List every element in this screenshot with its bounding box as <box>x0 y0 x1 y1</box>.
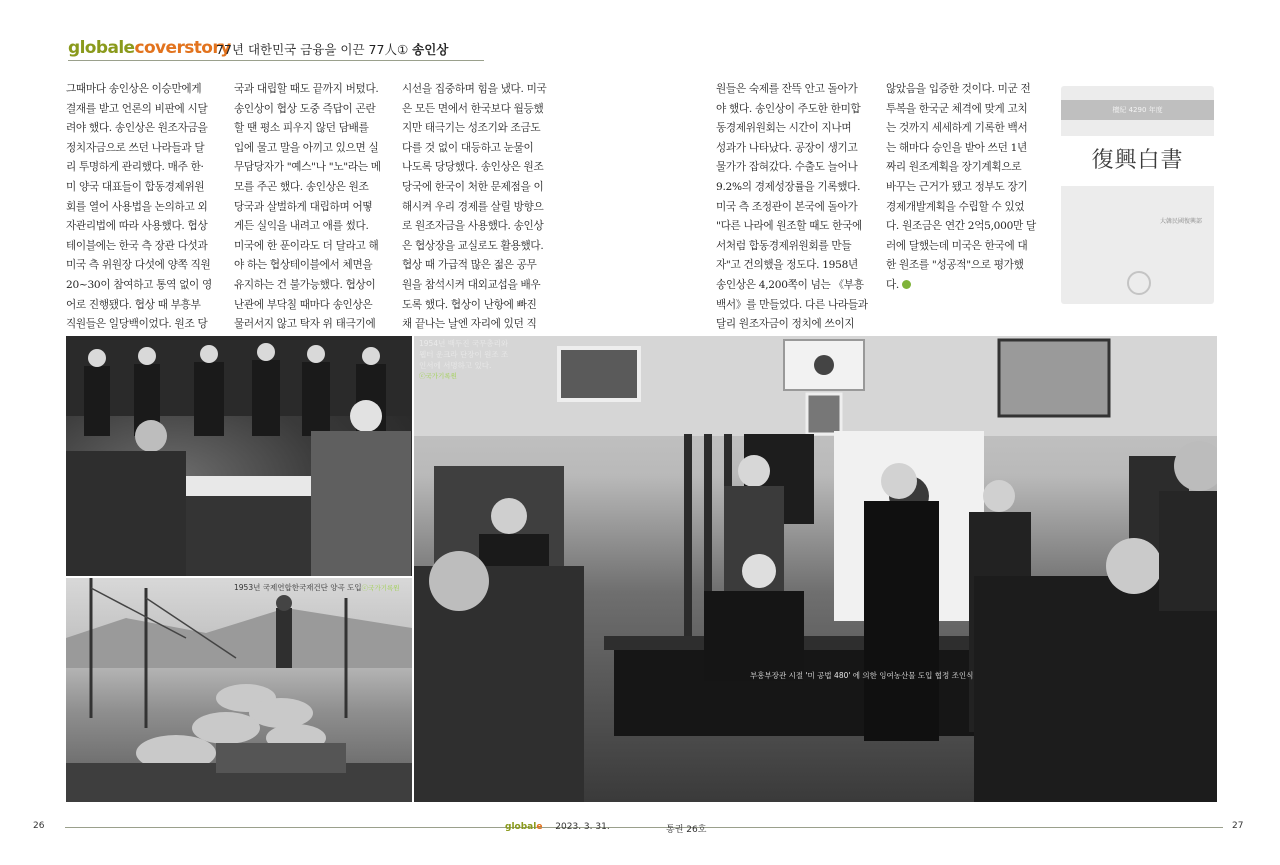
caption-1953 <box>234 582 400 594</box>
caption-1953-credit: ⓒ국가기록원 <box>361 584 400 592</box>
caption-1954-credit: ⓒ국가기록원 <box>419 372 457 380</box>
text-line: 어로 진행됐다. 협상 때 부흥부 <box>66 298 201 311</box>
text-line: 자"고 건의했을 정도다. 1958년 <box>716 259 858 272</box>
text-line: 야 했다. 송인상이 주도한 한미합 <box>716 102 861 115</box>
photo-1953-grain <box>66 578 412 802</box>
text-line: 테이블에는 한국 측 장관 다섯과 <box>66 239 208 252</box>
text-line-end: 다. <box>886 278 900 291</box>
cover-title-band <box>1061 136 1214 186</box>
book-cover-image <box>1061 86 1214 304</box>
caption-1954-line: 인서에 서명하고 있다. <box>419 361 492 370</box>
cover-emblem-icon <box>1127 271 1151 295</box>
caption-main: 부흥부장관 시절 '미 공법 480' 에 의한 잉여농산물 도입 협정 조인식 <box>750 671 974 680</box>
text-line: 시선을 집중하며 힘을 냈다. 미국 <box>402 83 547 95</box>
cover-year-label: 檀紀 4290 年度 <box>1112 106 1163 114</box>
text-line: 은 협상장을 교실로도 활용했다. <box>402 239 544 252</box>
text-line: 경제개발계획을 수립할 수 있었 <box>886 200 1025 213</box>
text-line: 원을 참석시켜 대외교섭을 배우 <box>402 278 541 291</box>
text-line: 회를 열어 사용법을 논의하고 외 <box>66 200 208 213</box>
ceremony-scene-graphic <box>414 336 1217 802</box>
text-line: 는 해마다 승인을 받아 쓰던 1년 <box>886 141 1027 154</box>
text-line: 유지하는 건 불가능했다. 협상이 <box>234 278 376 291</box>
text-line: 미국 측 조정관이 본국에 돌아가 <box>716 200 858 213</box>
text-line: 지만 태극기는 성조기와 조금도 <box>402 122 541 135</box>
text-line: 러에 달했는데 미국은 한국에 대 <box>886 239 1028 252</box>
end-mark-icon <box>902 280 911 289</box>
text-line: 려야 했다. 송인상은 원조자금을 <box>66 122 208 135</box>
text-line: 동경제위원회는 시간이 지나며 <box>716 122 852 135</box>
text-line: 은 모든 면에서 한국보다 월등했 <box>402 102 544 115</box>
photo-1954-signing <box>66 336 412 576</box>
footer-rule <box>65 827 1223 828</box>
text-line: 나도록 당당했다. 송인상은 원조 <box>402 161 544 174</box>
caption-1953-text: 1953년 국제연합한국재건단 양곡 도입 <box>234 583 362 592</box>
text-line: 로 원조자금을 사용했다. 송인상 <box>402 220 544 233</box>
text-line: 난관에 부닥칠 때마다 송인상은 <box>234 298 373 311</box>
text-line: 한 원조를 "성공적"으로 평가했 <box>886 259 1024 272</box>
cover-band <box>1061 100 1214 120</box>
text-line: 물러서지 않고 탁자 위 태극기에 <box>234 318 376 331</box>
person-name: 송인상 <box>412 42 449 57</box>
brand-coverstory: coverstory <box>134 38 231 58</box>
text-line: 그때마다 송인상은 이승만에게 <box>66 83 202 95</box>
text-column-3 <box>402 80 566 335</box>
text-line: 도록 했다. 협상이 난항에 빠진 <box>402 298 537 311</box>
footer-date: 2023. 3. 31. <box>555 822 610 832</box>
cover-publisher: 大韓民國復興部 <box>1159 218 1202 225</box>
text-line: 바꾸는 근거가 됐고 정부도 장기 <box>886 180 1028 193</box>
text-line: 직원들은 일당백이었다. 원조 당 <box>66 318 208 331</box>
caption-1954-line: 1954년 백두진 국무총리와 <box>419 339 509 348</box>
text-line: 미국에 한 푼이라도 더 달라고 해 <box>234 239 379 252</box>
page-number-right: 27 <box>1232 821 1244 831</box>
text-line <box>886 276 1046 296</box>
text-line: 할 땐 평소 피우지 않던 담배를 <box>234 122 369 135</box>
text-line: 다. 원조금은 연간 2억5,000만 달 <box>886 220 1036 233</box>
page-number-left: 26 <box>33 821 45 831</box>
header <box>68 38 484 61</box>
signing-scene-graphic <box>66 336 412 576</box>
text-line: 백서》를 만들었다. 다른 나라들과 <box>716 298 868 311</box>
text-line: 결재를 받고 언론의 비판에 시달 <box>66 102 208 115</box>
text-line: 송인상은 4,200쪽이 넘는 《부흥 <box>716 278 864 291</box>
text-line: 는 것까지 세세하게 기록한 백서 <box>886 122 1028 135</box>
text-line: 당국에 한국이 처한 문제점을 이 <box>402 180 544 193</box>
text-line: 투복을 한국군 체격에 맞게 고치 <box>886 102 1028 115</box>
footer-publication <box>505 822 610 832</box>
text-line: 송인상이 협상 도중 즉답이 곤란 <box>234 102 376 115</box>
text-column-2 <box>234 80 394 335</box>
text-line: 물가가 잡혀갔다. 수출도 늘어나 <box>716 161 858 174</box>
cover-title: 復興白書 <box>1091 148 1184 173</box>
brand-logo <box>68 38 231 58</box>
text-line: 짜리 원조계획을 장기계획으로 <box>886 161 1022 174</box>
footer-issue: 통권 26호 <box>666 825 707 835</box>
series-title: 77년 대한민국 금융을 이끈 77人① <box>216 42 413 57</box>
text-line: 당국과 살벌하게 대립하며 어떻 <box>234 200 373 213</box>
text-line: 해시켜 우리 경제를 살릴 방향으 <box>402 200 544 213</box>
text-line: 9.2%의 경제성장률을 기록했다. <box>716 180 861 193</box>
text-line: 리 투명하게 관리했다. 매주 한· <box>66 161 204 174</box>
text-line: "다른 나라에 원조할 때도 한국에 <box>716 220 862 233</box>
text-line: 않았음을 입증한 것이다. 미군 전 <box>886 83 1031 95</box>
text-column-4 <box>716 80 876 335</box>
text-line: 모를 주곤 했다. 송인상은 원조 <box>234 180 369 193</box>
text-line: 입에 물고 말을 아끼고 있으면 실 <box>234 141 379 154</box>
text-line: 야 하는 협상테이블에서 체면을 <box>234 259 373 272</box>
text-line: 원들은 숙제를 잔뜩 안고 돌아가 <box>716 83 858 95</box>
footer-brand: global <box>505 822 537 832</box>
text-line: 정치자금으로 쓰던 나라들과 달 <box>66 141 205 154</box>
text-column-1 <box>66 80 226 335</box>
harbor-scene-graphic <box>66 578 412 802</box>
section-title <box>216 40 448 58</box>
text-line: 달리 원조자금이 정치에 쓰이지 <box>716 318 855 331</box>
text-line: 미국 측 위원장 다섯에 양쪽 직원 <box>66 259 211 272</box>
photo-pl480-ceremony <box>414 336 1217 802</box>
text-line: 자관리법에 따라 사용했다. 협상 <box>66 220 208 233</box>
text-line: 다를 것 없이 대등하고 눈물이 <box>402 141 534 154</box>
brand-global: globale <box>68 38 135 58</box>
text-line: 성과가 나타났다. 공장이 생기고 <box>716 141 858 154</box>
caption-1954-line: 웹터 운크라 단장이 원조 조 <box>419 350 509 359</box>
text-line: 서처럼 합동경제위원회를 만들 <box>716 239 852 252</box>
text-line: 협상 때 가급적 많은 젊은 공무 <box>402 259 537 272</box>
text-column-5 <box>886 80 1046 296</box>
caption-1954 <box>419 338 529 382</box>
text-line: 20~30이 참여하고 통역 없이 영 <box>66 278 212 291</box>
footer-brand-e: e <box>536 822 543 832</box>
text-line: 게든 실익을 내려고 애를 썼다. <box>234 220 369 233</box>
text-line: 국과 대립할 때도 끝까지 버텼다. <box>234 83 379 95</box>
text-line: 채 끝나는 날엔 자리에 있던 직 <box>402 318 537 331</box>
text-line: 미 양국 대표들이 합동경제위원 <box>66 180 205 193</box>
text-line: 무담당자가 "예스"나 "노"라는 메 <box>234 161 381 174</box>
